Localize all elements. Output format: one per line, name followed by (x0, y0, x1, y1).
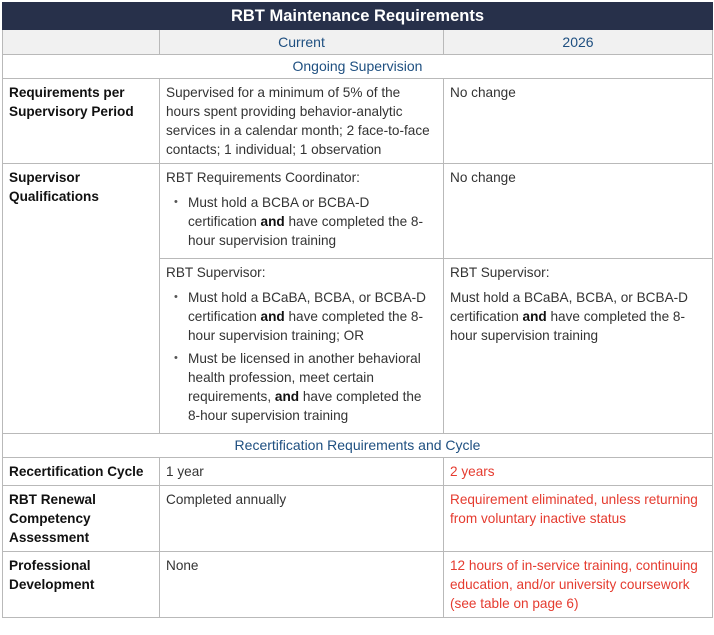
table-row (3, 458, 713, 486)
coordinator-heading: RBT Requirements Coordinator: (166, 170, 360, 185)
current-recertification-cycle: 1 year (160, 458, 444, 486)
future-supervisor-text: Must hold a BCaBA, BCBA, or BCBA-D certification and have completed the 8-hour supervision training (450, 290, 688, 343)
row-label-professional-development: Professional Development (3, 552, 160, 618)
list-item: • Must be licensed in another behavioral health profession, meet certain requirements, and have completed the 8-hour supervision training (166, 349, 437, 425)
future-supervisor-requirements (444, 259, 713, 434)
future-supervisor-heading: RBT Supervisor: (450, 265, 550, 280)
table-row (3, 552, 713, 618)
future-renewal-assessment: Requirement eliminated, unless returning from voluntary inactive status (444, 486, 713, 552)
current-coordinator-requirements (160, 164, 444, 259)
row-label-renewal-assessment: RBT Renewal Competency Assessment (3, 486, 160, 552)
requirements-table (2, 2, 713, 618)
section-ongoing-supervision: Ongoing Supervision (3, 55, 713, 79)
row-label-requirements-per-period: Requirements per Supervisory Period (3, 79, 160, 164)
row-label-recertification-cycle: Recertification Cycle (3, 458, 160, 486)
table-row (3, 164, 713, 259)
section-recertification: Recertification Requirements and Cycle (3, 434, 713, 458)
column-header-2026: 2026 (444, 30, 713, 55)
table-row (3, 486, 713, 552)
current-professional-development: None (160, 552, 444, 618)
table-title: RBT Maintenance Requirements (3, 3, 713, 30)
current-requirements-per-period: Supervised for a minimum of 5% of the hours spent providing behavior-analytic services in a calendar month; 2 face-to-face contacts; 1 individual; 1 observation (160, 79, 444, 164)
list-item: • Must hold a BCBA or BCBA-D certification and have completed the 8-hour supervision training (166, 193, 437, 250)
list-item: • Must hold a BCaBA, BCBA, or BCBA-D certification and have completed the 8-hour supervision training; OR (166, 288, 437, 345)
future-recertification-cycle: 2 years (444, 458, 713, 486)
future-requirements-per-period: No change (444, 79, 713, 164)
supervisor-heading: RBT Supervisor: (166, 265, 266, 280)
future-professional-development: 12 hours of in-service training, continuing education, and/or university coursework (see table on page 6) (444, 552, 713, 618)
column-header-blank (3, 30, 160, 55)
future-coordinator-requirements: No change (444, 164, 713, 259)
row-label-supervisor-qualifications: Supervisor Qualifications (3, 164, 160, 434)
table-row (3, 79, 713, 164)
supervisor-bullet-list (166, 288, 437, 425)
coordinator-bullet-list (166, 193, 437, 250)
current-supervisor-requirements (160, 259, 444, 434)
current-renewal-assessment: Completed annually (160, 486, 444, 552)
column-header-current: Current (160, 30, 444, 55)
